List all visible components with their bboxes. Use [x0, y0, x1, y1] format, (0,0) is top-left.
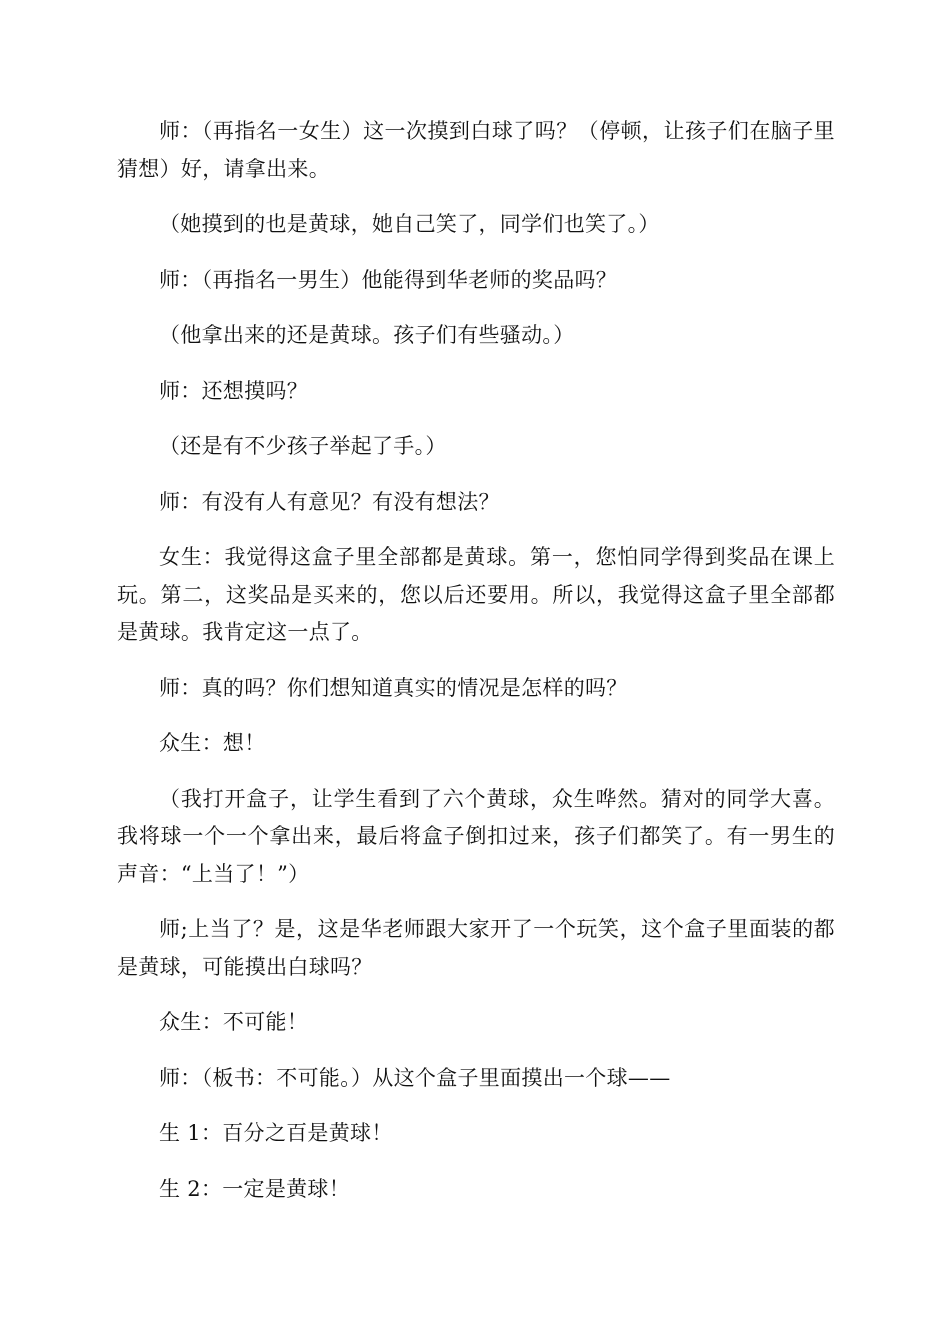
document-body	[117, 113, 835, 1226]
paragraph: （我打开盒子，让学生看到了六个黄球，众生哗然。猜对的同学大喜。我将球一个一个拿出来，最后将盒子倒扣过来，孩子们都笑了。有一男生的声音：“上当了！”）	[117, 786, 835, 886]
paragraph: 师：有没有人有意见？有没有想法？	[159, 489, 500, 514]
paragraph: 众生：不可能！	[159, 1010, 309, 1034]
paragraph: 师：还想摸吗？	[159, 378, 309, 403]
paragraph: 师：（板书：不可能。）从这个盒子里面摸出一个球——	[159, 1065, 671, 1090]
paragraph: 生 1：百分之百是黄球！	[159, 1121, 393, 1145]
paragraph: 众生：想！	[159, 731, 266, 755]
paragraph: （他拿出来的还是黄球。孩子们有些骚动。）	[159, 323, 575, 347]
paragraph: 师：真的吗？你们想知道真实的情况是怎样的吗？	[159, 675, 628, 700]
paragraph: （她摸到的也是黄球，她自己笑了，同学们也笑了。）	[159, 212, 660, 236]
paragraph: 师;上当了？是，这是华老师跟大家开了一个玩笑，这个盒子里面装的都是黄球，可能摸出白球吗？	[117, 917, 835, 979]
paragraph: 师：（再指名一男生）他能得到华老师的奖品吗？	[159, 267, 618, 292]
paragraph: （还是有不少孩子举起了手。）	[159, 434, 447, 458]
paragraph: 女生：我觉得这盒子里全部都是黄球。第一，您怕同学得到奖品在课上玩。第二，这奖品是买来的，您以后还要用。所以，我觉得这盒子里全部都是黄球。我肯定这一点了。	[117, 545, 835, 644]
paragraph: 师：（再指名一女生）这一次摸到白球了吗？（停顿，让孩子们在脑子里猜想）好，请拿出来。	[117, 119, 835, 181]
paragraph: 生 2：一定是黄球！	[159, 1176, 351, 1201]
